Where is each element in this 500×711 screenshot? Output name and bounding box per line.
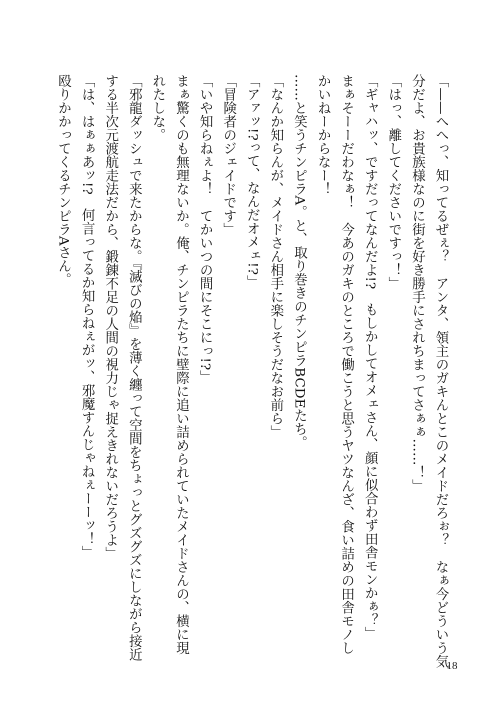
text-line: 殴りかかってくるチンピラAさん。 <box>55 74 71 287</box>
text-line: まぁそーーだわなぁ！ 今あのガキのところで働こうと思うヤツなんざ、食い詰めの田舎モノし <box>338 74 354 655</box>
body-text <box>51 74 452 668</box>
page-number: 18 <box>446 660 458 672</box>
text-line: 「ギャハッ、ですだってなんだよ!? もしかしてオメェさん、顔に似合わず田舎モンかぁ？」 <box>362 74 378 641</box>
text-line: まぁ驚くのも無理ないか。俺、チンピラたちに壁際に追い詰められていたメイドさんの、横に現 <box>173 74 189 655</box>
text-line: 「はっ、離してくださいですっ！」 <box>385 74 401 290</box>
text-line: 「アァッ!?って、なんだオメェ!?」 <box>244 74 260 289</box>
text-line: ……と笑うチンピラA。と、取り巻きのチンピラBCDEたち。 <box>291 74 307 449</box>
text-line: 分だよ、お貴族様なのに街を好き勝手にされちまってさぁぁ……！」 <box>409 74 425 493</box>
text-line: かいねーからなー！ <box>315 74 331 196</box>
text-line: 「なんか知らんが、メイドさん相手に楽しそうだなお前ら」 <box>267 74 283 439</box>
text-line: 「は、はぁぁあッ!? 何言ってるか知らねぇがッ、邪魔すんじゃねぇーーッ！」 <box>79 74 95 560</box>
text-line: する半次元渡航走法だから、鍛錬不足の人間の視力じゃ捉えきれないだろうよ」 <box>102 74 118 560</box>
text-line: れたしな。 <box>149 74 165 142</box>
text-line: 「いや知らねぇよ！ てかいつの間にそこにっ!?」 <box>197 74 213 384</box>
text-line: 「冒険者のジェイドです」 <box>220 74 236 236</box>
text-line: 「——へへっ、知ってるぜぇ？ アンタ、領主のガキんとこのメイドだろぉ？ なぁ今どういう気 <box>433 74 448 668</box>
text-line: 「邪龍ダッシュで来たからな。『滅びの焔』を薄く纏って空間をちょっとグズグズにしながら接近 <box>126 74 142 662</box>
